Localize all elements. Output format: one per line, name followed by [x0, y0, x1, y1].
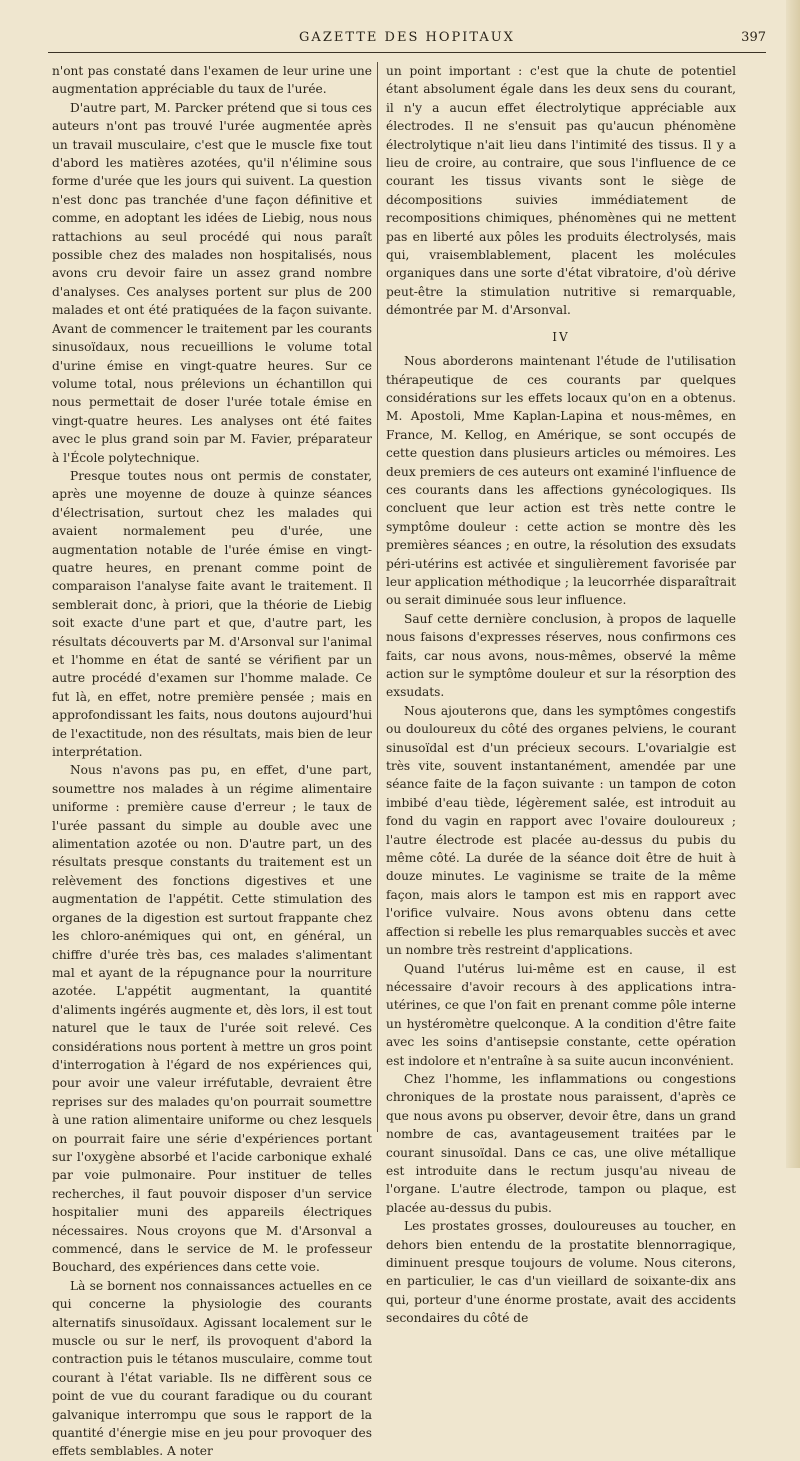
paragraph: Nous n'avons pas pu, en effet, d'une part, soumettre nos malades à un régime alimentaire uniforme : première cause d'erreur ; le taux de l'urée passant du simple au double avec une alimentation azotée ou non. D'autre part, un des résultats presque constants du traitement est un relèvement des fonctions digestives et une augmentation de l'appétit. Cette stimulation des organes de la digestion est surtout frappante chez les chloro-anémiques qui ont, en général, un chiffre d'urée très bas, ces malades s'alimentant mal et ayant de la répugnance pour la nourriture azotée. L'appétit augmentant, la quantité d'aliments ingérés augmente et, dès lors, il est tout naturel que le taux de l'urée soit relevé. Ces considérations nous portent à mettre un gros point d'interrogation à l'égard de nos expériences qui, pour avoir une valeur irréfutable, devraient être reprises sur des malades qu'on pourrait soumettre à une ration alimentaire uniforme ou chez lesquels on pourrait faire une série d'expériences portant sur l'oxygène absorbé et l'acide carbonique exhalé par voie pulmonaire. Pour instituer de telles recherches, il faut pouvoir disposer d'un service hospitalier muni des appareils électriques nécessaires. Nous croyons que M. d'Arsonval a commencé, dans le service de M. le professeur Bouchard, des expériences dans cette voie. — [52, 763, 372, 1275]
paragraph: Les prostates grosses, douloureuses au toucher, en dehors bien entendu de la prostatite blennorragique, diminuent presque toujours de volume. Nous citerons, en particulier, le cas d'un vieillard de soixante-dix ans qui, porteur d'une énorme prostate, avait des accidents secondaires du côté de — [386, 1219, 736, 1326]
column-divider — [377, 62, 378, 1132]
page-number: 397 — [741, 30, 766, 45]
paragraph: D'autre part, M. Parcker prétend que si tous ces auteurs n'ont pas trouvé l'urée augmentée après un travail musculaire, c'est que le muscle fixe tout d'abord les matières azotées, qu'il n'élimine sous forme d'urée que les jours qui suivent. La question n'est donc pas tranchée d'une façon définitive et comme, en adoptant les idées de Liebig, nous nous rattachions au seul procédé qui nous paraît possible chez des malades non hospitalisés, nous avons cru devoir faire un assez grand nombre d'analyses. Ces analyses portent sur plus de 200 malades et ont été pratiquées de la façon suivante. Avant de commencer le traitement par les courants sinusoïdaux, nous recueillions le volume total d'urine émise en vingt-quatre heures. Sur ce volume total, nous prélevions un échantillon qui nous permettait de doser l'urée totale émise en vingt-quatre heures. Les analyses ont été faites avec le plus grand soin par M. Favier, préparateur à l'École polytechnique. — [52, 100, 372, 465]
paragraph: Sauf cette dernière conclusion, à propos de laquelle nous faisons d'expresses réserves, nous confirmons ces faits, car nous avons, nous-mêmes, observé la même action sur le symptôme douleur et sur la résorption des exsudats. — [386, 611, 736, 700]
paragraph: un point important : c'est que la chute de potentiel étant absolument égale dans les deux sens du courant, il n'y a aucun effet électrolytique appréciable aux électrodes. Il ne s'ensuit pas qu'aucun phénomène électrolytique n'ait lieu dans l'intimité des tissus. Il y a lieu de croire, au contraire, que sous l'influence de ce courant les tissus vivants sont le siège de décompositions suivies immédiatement de recompositions chimiques, phénomènes qui ne mettent pas en liberté aux pôles les produits électrolysés, mais qui, vraisemblablement, placent les molécules organiques dans une sorte d'état vibratoire, d'où dérive peut-être la stimulation nutritive si remarquable, démontrée par M. d'Arsonval. — [386, 64, 736, 318]
paragraph: Presque toutes nous ont permis de constater, après une moyenne de douze à quinze séances d'électrisation, surtout chez les malades qui avaient normalement peu d'urée, une augmentation notable de l'urée émise en vingt-quatre heures, en prenant comme point de comparaison l'analyse faite avant le traitement. Il semblerait donc, à priori, que la théorie de Liebig soit exacte d'une part et que, d'autre part, les résultats découverts par M. d'Arsonval sur l'animal et l'homme en état de santé se vérifient par un autre procédé d'examen sur l'homme malade. Ce fut là, en effet, notre première pensée ; mais en approfondissant les faits, nous doutons aujourd'hui de l'exactitude, non des résultats, mais bien de leur interprétation. — [52, 468, 372, 760]
page-edge — [786, 0, 800, 1168]
journal-title: GAZETTE DES HOPITAUX — [299, 30, 515, 45]
paragraph: Quand l'utérus lui-même est en cause, il est nécessaire d'avoir recours à des applications intra-utérines, ce que l'on fait en prenant comme pôle interne un hystéromètre quelconque. A la condition d'être faite avec les soins d'antisepsie constante, cette opération est indolore et n'entraîne à sa suite aucun inconvénient. — [386, 961, 736, 1068]
right-column — [386, 62, 736, 1326]
header-rule — [48, 52, 766, 53]
left-column — [52, 62, 372, 1459]
section-number: IV — [552, 329, 570, 344]
paragraph: Chez l'homme, les inflammations ou congestions chroniques de la prostate nous paraissent, d'après ce que nous avons pu observer, devoir être, dans un grand nombre de cas, avantageusement traitées par le courant sinusoïdal. Dans ce cas, une olive métallique est introduite dans le rectum jusqu'au niveau de l'organe. L'autre électrode, tampon ou plaque, est placée au-dessus du pubis. — [386, 1071, 736, 1215]
page-header — [48, 30, 766, 54]
paragraph: n'ont pas constaté dans l'examen de leur urine une augmentation appréciable du taux de l'urée. — [52, 64, 372, 97]
paragraph: Nous ajouterons que, dans les symptômes congestifs ou douloureux du côté des organes pelviens, le courant sinusoïdal est d'un précieux secours. L'ovarialgie est très vite, souvent instantanément, amendée par une séance faite de la façon suivante : un tampon de coton imbibé d'eau tiède, légèrement salée, est introduit au fond du vagin en rapport avec l'ovaire douloureux ; l'autre électrode est placée au-dessus du pubis du même côté. La durée de la séance doit être de huit à douze minutes. Le vaginisme se traite de la même façon, mais alors le tampon est mis en rapport avec l'orifice vulvaire. Nous avons obtenu dans cette affection si rebelle les plus remarquables succès et avec un nombre très restreint d'applications. — [386, 703, 736, 958]
paragraph: Là se bornent nos connaissances actuelles en ce qui concerne la physiologie des courants alternatifs sinusoïdaux. Agissant localement sur le muscle ou sur le nerf, ils provoquent d'abord la contraction puis le tétanos musculaire, comme tout courant à l'état variable. Ils ne diffèrent sous ce point de vue du courant faradique ou du courant galvanique interrompu que sous le rapport de la quantité d'énergie mise en jeu pour provoquer des effets semblables. A noter — [52, 1278, 372, 1459]
paragraph: Nous aborderons maintenant l'étude de l'utilisation thérapeutique de ces courants par quelques considérations sur les effets locaux qu'on en a obtenus. M. Apostoli, Mme Kaplan-Lapina et nous-mêmes, en France, M. Kellog, en Amérique, se sont occupés de cette question dans plusieurs articles ou mémoires. Les deux premiers de ces auteurs ont examiné l'influence de ces courants dans les affections gynécologiques. Ils concluent que leur action est très nette contre le symptôme douleur : cette action se montre dès les premières séances ; en outre, la résolution des exsudats péri-utérins est activée et singulièrement favorisée par leur application méthodique ; la leucorrhée disparaîtrait ou serait diminuée sous leur influence. — [386, 354, 736, 608]
